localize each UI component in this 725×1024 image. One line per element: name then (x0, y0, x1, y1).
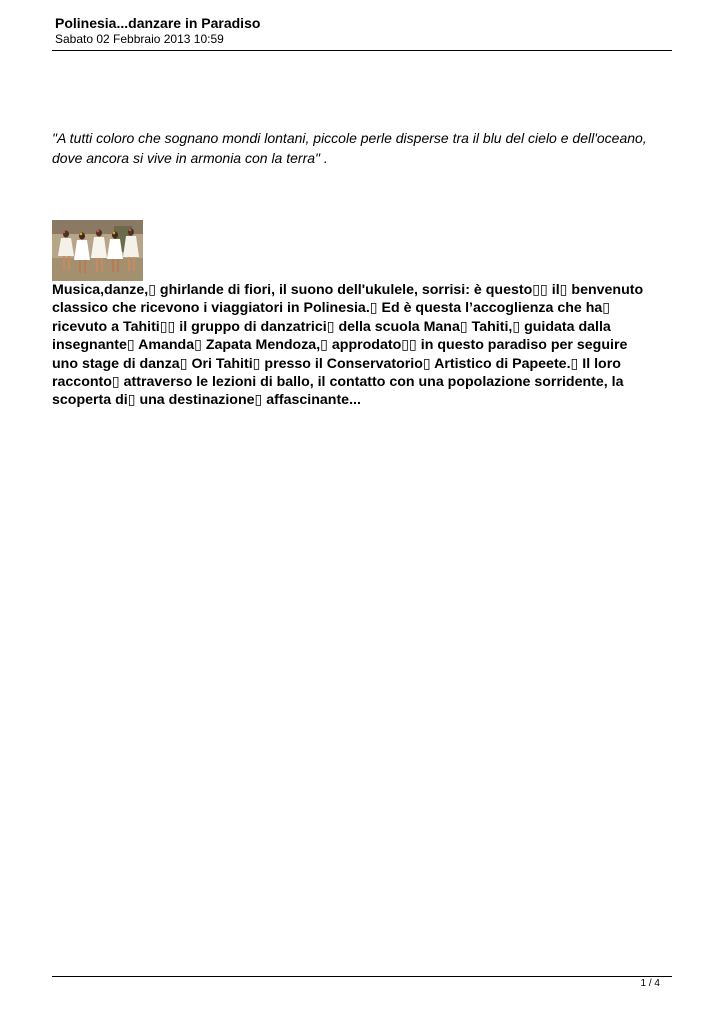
footer-divider (52, 976, 672, 977)
page-title: Polinesia...danzare in Paradiso (55, 15, 261, 31)
page-number: 1 / 4 (640, 978, 660, 989)
body-line: ricevuto a Tahiti▯▯ il gruppo di danzatrici▯ della scuola Mana▯ Tahiti,▯ guidata dalla (52, 318, 611, 335)
body-line: uno stage di danza▯ Ori Tahiti▯ presso il Conservatorio▯ Artistico di Papeete.▯ Il loro (52, 355, 621, 372)
dancers-photo (52, 220, 143, 281)
body-line: insegnante▯ Amanda▯ Zapata Mendoza,▯ approdato▯▯ in questo paradiso per seguire (52, 337, 628, 354)
body-line: scoperta di▯ una destinazione▯ affascinante... (52, 392, 361, 409)
publish-date: Sabato 02 Febbraio 2013 10:59 (55, 32, 224, 46)
body-line: racconto▯ attraverso le lezioni di ballo, il contatto con una popolazione sorridente, la (52, 374, 624, 391)
body-line: classico che ricevono i viaggiatori in Polinesia.▯ Ed è questa l’accoglienza che ha▯ (52, 300, 611, 317)
body-line: Musica,danze,▯ ghirlande di fiori, il suono dell'ukulele, sorrisi: è questo▯▯ il▯ benvenuto (52, 282, 644, 298)
intro-quote: "A tutti coloro che sognano mondi lontani, piccole perle disperse tra il blu del cielo e dell'oceano, dove ancora si vive in armonia con la terra" . (52, 130, 647, 166)
page-header (55, 15, 675, 47)
article-body (52, 281, 677, 410)
header-divider (52, 50, 672, 51)
